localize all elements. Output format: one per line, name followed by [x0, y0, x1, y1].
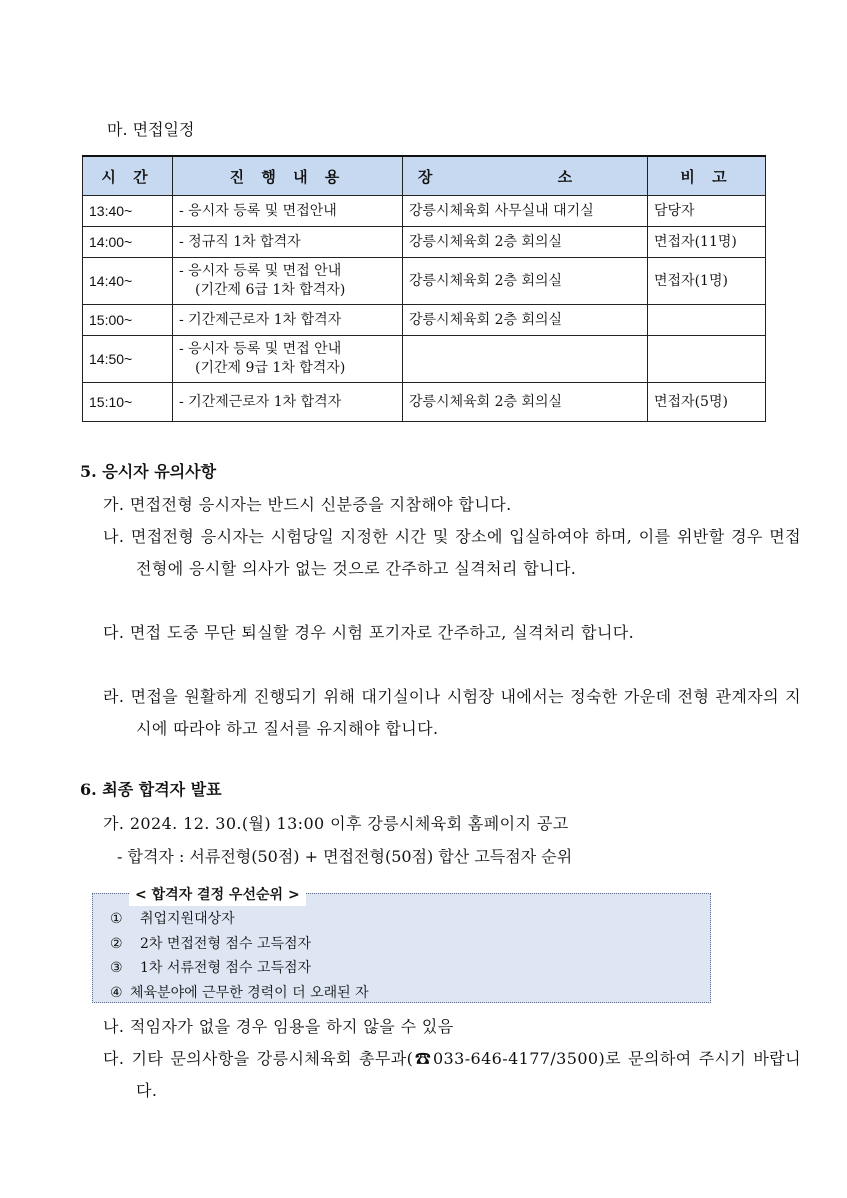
- priority-list: [110, 907, 369, 1005]
- row-content-line: - 응시자 등록 및 면접 안내: [179, 263, 342, 279]
- list-item: [110, 932, 369, 957]
- row-note: 담당자: [648, 196, 766, 227]
- priority-number: ③: [110, 960, 123, 976]
- header-place: 장 소: [403, 156, 648, 196]
- priority-number: ②: [110, 935, 123, 952]
- section-5-title: 5. 응시자 유의사항: [80, 462, 217, 481]
- section-5-item-ga: 가. 면접전형 응시자는 반드시 신분증을 지참해야 합니다.: [103, 495, 512, 514]
- row-content: [173, 305, 403, 336]
- interview-schedule-heading: 마. 면접일정: [107, 120, 195, 139]
- row-content-line: - 정규직 1차 합격자: [179, 233, 301, 250]
- row-note: [648, 305, 766, 336]
- table-header-row: [83, 156, 766, 196]
- table-row: [83, 227, 766, 258]
- row-content: [173, 227, 403, 258]
- row-time: 14:50~: [83, 336, 173, 383]
- row-note: [648, 336, 766, 383]
- header-content: 진 행 내 용: [173, 156, 403, 196]
- header-note: 비 고: [648, 156, 766, 196]
- row-time: 15:00~: [83, 305, 173, 336]
- row-content-line: - 응시자 등록 및 면접안내: [179, 202, 337, 219]
- table-row: [83, 258, 766, 305]
- section-6-item-na: 나. 적임자가 없을 경우 임용을 하지 않을 수 있음: [103, 1017, 454, 1036]
- section-6-title: 6. 최종 합격자 발표: [80, 780, 222, 799]
- row-content-line: - 응시자 등록 및 면접 안내: [179, 341, 342, 357]
- table-row: [83, 383, 766, 422]
- row-content-line: - 기간제근로자 1차 합격자: [179, 393, 342, 410]
- priority-text: 2차 면접전형 점수 고득점자: [140, 935, 312, 952]
- row-place: 강릉시체육회 2층 회의실: [403, 258, 648, 305]
- interview-schedule-table: [82, 155, 766, 422]
- list-item: [110, 956, 369, 981]
- row-place: 강릉시체육회 2층 회의실: [403, 227, 648, 258]
- priority-number: ④: [110, 984, 123, 1001]
- row-time: 14:40~: [83, 258, 173, 305]
- section-6-item-ga: 가. 2024. 12. 30.(월) 13:00 이후 강릉시체육회 홈페이지 공고: [103, 814, 569, 833]
- section-6-sub-ga: - 합격자 : 서류전형(50점) + 면접전형(50점) 합산 고득점자 순위: [117, 847, 573, 866]
- row-note: 면접자(11명): [648, 227, 766, 258]
- section-5-item-na: 나. 면접전형 응시자는 시험당일 지정한 시간 및 장소에 입실하여야 하며, 이를 위반할 경우 면접전형에 응시할 의사가 없는 것으로 간주하고 실격처리 합니다.: [103, 527, 801, 578]
- row-place: 강릉시체육회 사무실내 대기실: [403, 196, 648, 227]
- priority-number: ①: [110, 911, 123, 927]
- list-item: [110, 981, 369, 1006]
- row-content: [173, 383, 403, 422]
- section-6-item-da: 다. 기타 문의사항을 강릉시체육회 총무과(☎033-646-4177/3500)로 문의하여 주시기 바랍니다.: [103, 1049, 801, 1100]
- row-content: [173, 196, 403, 227]
- section-5-item-da: 다. 면접 도중 무단 퇴실할 경우 시험 포기자로 간주하고, 실격처리 합니다.: [103, 623, 635, 642]
- row-content: [173, 258, 403, 305]
- row-content-subline: (기간제 9급 1차 합격자): [195, 360, 346, 376]
- row-place: 강릉시체육회 2층 회의실: [403, 383, 648, 422]
- row-content-line: - 기간제근로자 1차 합격자: [179, 311, 342, 328]
- header-time: 시 간: [83, 156, 173, 196]
- section-5-item-ra: 라. 면접을 원활하게 진행되기 위해 대기실이나 시험장 내에서는 정숙한 가운데 전형 관계자의 지시에 따라야 하고 질서를 유지해야 합니다.: [103, 687, 801, 738]
- row-time: 14:00~: [83, 227, 173, 258]
- table-row: [83, 305, 766, 336]
- list-item: [110, 907, 369, 932]
- table-row: [83, 196, 766, 227]
- row-content-subline: (기간제 6급 1차 합격자): [195, 282, 346, 298]
- row-content: [173, 336, 403, 383]
- priority-box-title: < 합격자 결정 우선순위 >: [129, 884, 306, 906]
- row-place: 강릉시체육회 2층 회의실: [403, 305, 648, 336]
- row-note: 면접자(5명): [648, 383, 766, 422]
- priority-text: 1차 서류전형 점수 고득점자: [140, 960, 312, 976]
- row-note: 면접자(1명): [648, 258, 766, 305]
- row-place: [403, 336, 648, 383]
- row-time: 15:10~: [83, 383, 173, 422]
- row-time: 13:40~: [83, 196, 173, 227]
- table-row: [83, 336, 766, 383]
- priority-text: 취업지원대상자: [140, 911, 235, 927]
- priority-text: 체육분야에 근무한 경력이 더 오래된 자: [130, 984, 369, 1001]
